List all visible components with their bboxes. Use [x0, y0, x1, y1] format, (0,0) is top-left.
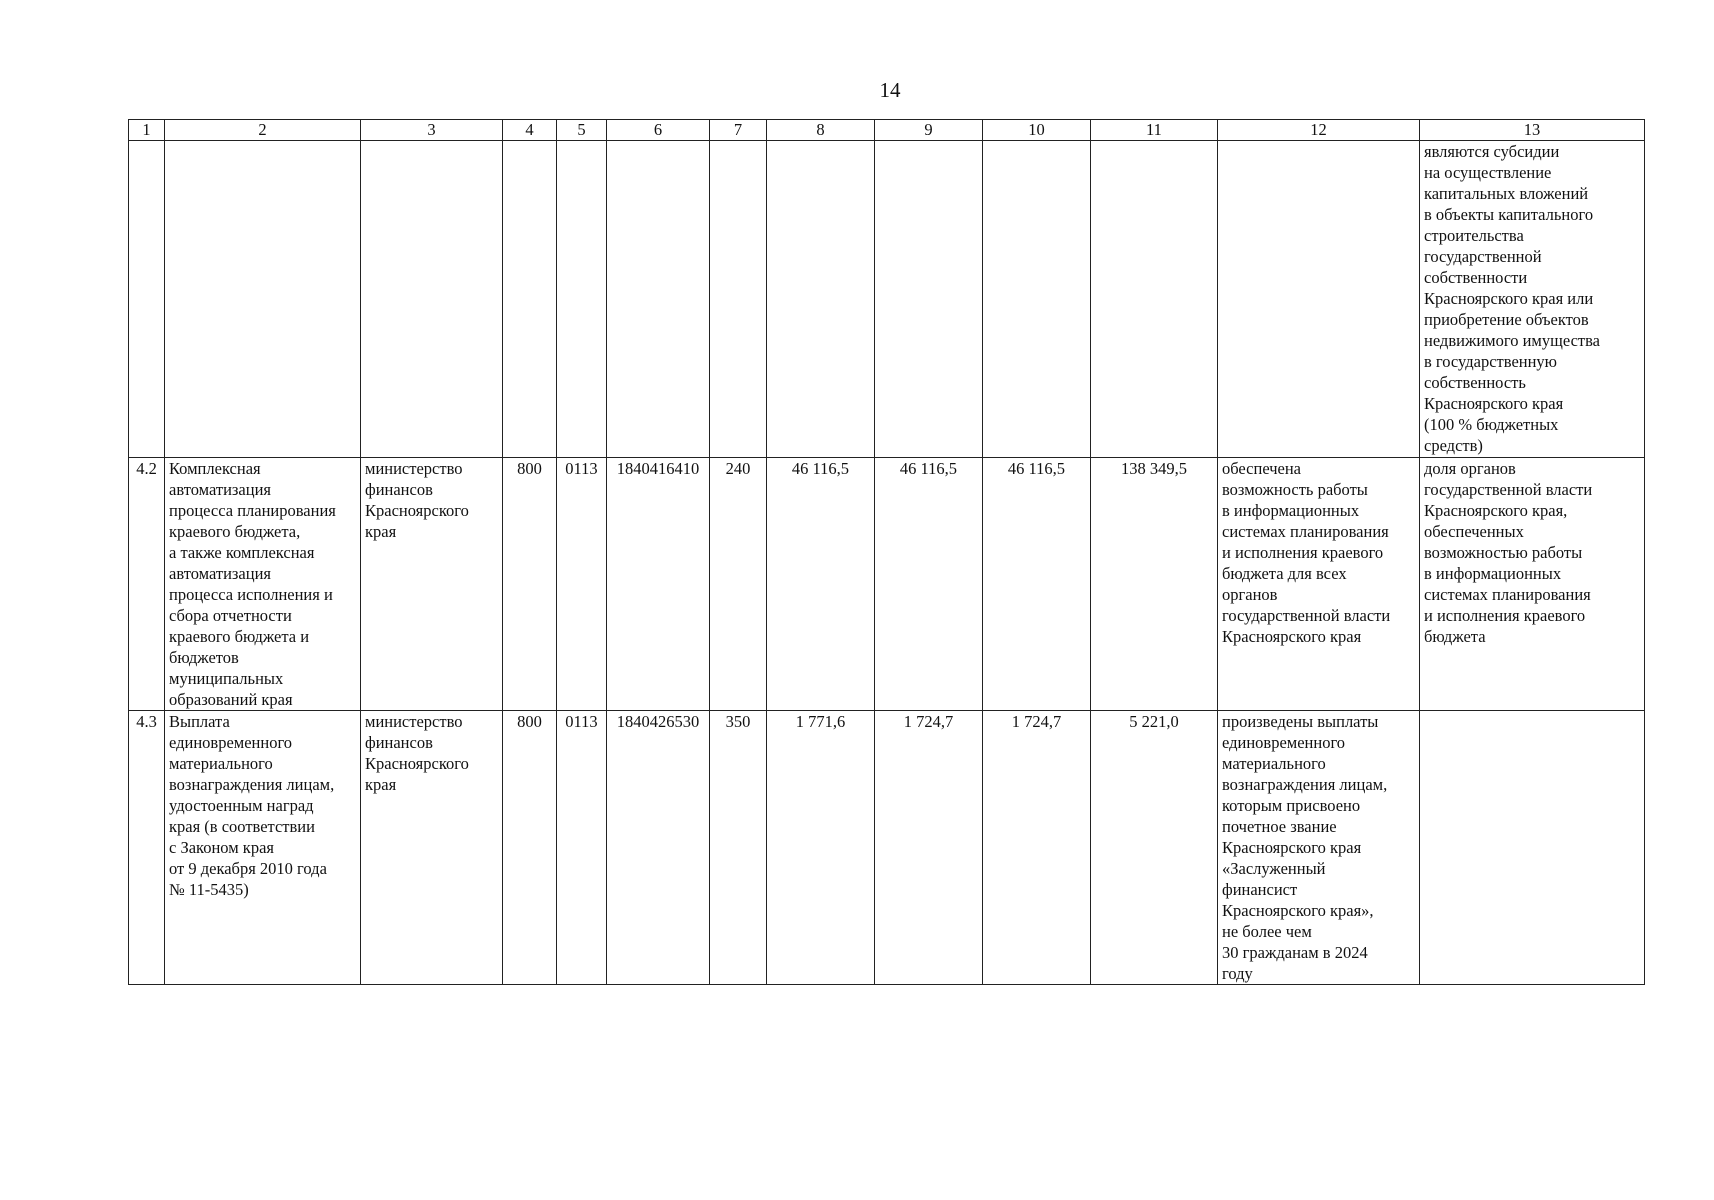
- cell-indicator: [1420, 458, 1645, 711]
- cell-text-line: Красноярского края: [1222, 627, 1362, 646]
- cell-expected-result: [1218, 141, 1420, 458]
- cell-text-line: в информационных: [1424, 564, 1562, 583]
- cell-text-line: в государственную: [1424, 352, 1558, 371]
- cell-text-line: краевого бюджета,: [169, 522, 301, 541]
- cell-text-line: в информационных: [1222, 501, 1360, 520]
- cell-text-line: бюджета: [1424, 627, 1486, 646]
- cell-text-line: Красноярского: [365, 754, 469, 773]
- cell-grbs: 800: [503, 711, 557, 985]
- cell-text-line: удостоенным наград: [169, 796, 314, 815]
- cell-text-line: сбора отчетности: [169, 606, 292, 625]
- cell-text-line: собственность: [1424, 373, 1526, 392]
- cell-grbs: [503, 141, 557, 458]
- cell-amount-year-3: 46 116,5: [983, 458, 1091, 711]
- cell-text-line: а также комплексная: [169, 543, 315, 562]
- cell-text-line: финансов: [365, 480, 433, 499]
- cell-text-line: материального: [169, 754, 273, 773]
- cell-text-line: процесса исполнения и: [169, 585, 333, 604]
- cell-text-line: Красноярского края: [1222, 838, 1362, 857]
- cell-text-line: бюджетов: [169, 648, 239, 667]
- cell-vr: 240: [710, 458, 767, 711]
- cell-text-line: Красноярского края»,: [1222, 901, 1374, 920]
- cell-item-number: 4.3: [129, 711, 165, 985]
- cell-text-line: Красноярского края или: [1424, 289, 1594, 308]
- cell-amount-total: 5 221,0: [1091, 711, 1218, 985]
- header-cell: 12: [1218, 120, 1420, 141]
- cell-grbs: 800: [503, 458, 557, 711]
- cell-amount-total: [1091, 141, 1218, 458]
- cell-text-line: с Законом края: [169, 838, 274, 857]
- cell-text-line: капитальных вложений: [1424, 184, 1589, 203]
- cell-measure-name: [165, 711, 361, 985]
- cell-text-line: Красноярского: [365, 501, 469, 520]
- cell-text-line: вознаграждения лицам,: [1222, 775, 1388, 794]
- cell-text-line: в объекты капитального: [1424, 205, 1594, 224]
- cell-text-line: финансист: [1222, 880, 1298, 899]
- cell-text-line: единовременного: [169, 733, 293, 752]
- cell-executor: [361, 141, 503, 458]
- cell-text-line: системах планирования: [1424, 585, 1591, 604]
- cell-executor: [361, 711, 503, 985]
- cell-amount-year-3: [983, 141, 1091, 458]
- cell-amount-year-2: [875, 141, 983, 458]
- cell-expected-result: [1218, 711, 1420, 985]
- program-table: [128, 119, 1645, 985]
- cell-csr: [607, 141, 710, 458]
- header-cell: 5: [557, 120, 607, 141]
- cell-text-line: Выплата: [169, 712, 230, 731]
- table-row: [129, 141, 1645, 458]
- cell-text-line: образований края: [169, 690, 293, 709]
- cell-text-line: произведены выплаты: [1222, 712, 1379, 731]
- cell-text-line: обеспеченных: [1424, 522, 1524, 541]
- cell-text-line: (100 % бюджетных: [1424, 415, 1559, 434]
- header-cell: 4: [503, 120, 557, 141]
- cell-text-line: «Заслуженный: [1222, 859, 1326, 878]
- cell-text-line: на осуществление: [1424, 163, 1552, 182]
- cell-text-line: единовременного: [1222, 733, 1346, 752]
- cell-amount-year-3: 1 724,7: [983, 711, 1091, 985]
- cell-text-line: автоматизация: [169, 480, 271, 499]
- cell-text-line: вознаграждения лицам,: [169, 775, 335, 794]
- cell-text-line: и исполнения краевого: [1424, 606, 1586, 625]
- cell-text-line: приобретение объектов: [1424, 310, 1589, 329]
- cell-text-line: бюджета для всех: [1222, 564, 1347, 583]
- header-cell: 6: [607, 120, 710, 141]
- cell-text-line: государственной власти: [1424, 480, 1593, 499]
- cell-csr: 1840426530: [607, 711, 710, 985]
- cell-vr: 350: [710, 711, 767, 985]
- cell-text-line: министерство: [365, 459, 463, 478]
- cell-text-line: края: [365, 775, 397, 794]
- cell-indicator: [1420, 141, 1645, 458]
- cell-text-line: Красноярского края,: [1424, 501, 1568, 520]
- cell-text-line: Комплексная: [169, 459, 261, 478]
- cell-text-line: которым присвоено: [1222, 796, 1361, 815]
- header-cell: 10: [983, 120, 1091, 141]
- header-cell: 3: [361, 120, 503, 141]
- cell-text-line: финансов: [365, 733, 433, 752]
- cell-rzpr: [557, 141, 607, 458]
- cell-text-line: году: [1222, 964, 1253, 983]
- cell-amount-total: 138 349,5: [1091, 458, 1218, 711]
- cell-text-line: материального: [1222, 754, 1326, 773]
- cell-text-line: обеспечена: [1222, 459, 1302, 478]
- cell-amount-year-2: 46 116,5: [875, 458, 983, 711]
- cell-indicator: [1420, 711, 1645, 985]
- cell-text-line: системах планирования: [1222, 522, 1389, 541]
- cell-text-line: доля органов: [1424, 459, 1516, 478]
- cell-text-line: органов: [1222, 585, 1278, 604]
- header-cell: 2: [165, 120, 361, 141]
- header-cell: 1: [129, 120, 165, 141]
- cell-amount-year-1: 46 116,5: [767, 458, 875, 711]
- header-cell: 13: [1420, 120, 1645, 141]
- cell-text-line: министерство: [365, 712, 463, 731]
- cell-text-line: от 9 декабря 2010 года: [169, 859, 327, 878]
- header-cell: 7: [710, 120, 767, 141]
- cell-text-line: средств): [1424, 436, 1483, 455]
- cell-vr: [710, 141, 767, 458]
- cell-text-line: строительства: [1424, 226, 1524, 245]
- cell-text-line: государственной: [1424, 247, 1542, 266]
- cell-rzpr: 0113: [557, 711, 607, 985]
- cell-executor: [361, 458, 503, 711]
- cell-text-line: процесса планирования: [169, 501, 336, 520]
- cell-text-line: возможностью работы: [1424, 543, 1583, 562]
- cell-text-line: Красноярского края: [1424, 394, 1564, 413]
- cell-rzpr: 0113: [557, 458, 607, 711]
- cell-text-line: государственной власти: [1222, 606, 1391, 625]
- cell-item-number: 4.2: [129, 458, 165, 711]
- header-cell: 11: [1091, 120, 1218, 141]
- cell-text-line: и исполнения краевого: [1222, 543, 1384, 562]
- cell-amount-year-2: 1 724,7: [875, 711, 983, 985]
- cell-text-line: № 11-5435): [169, 880, 249, 899]
- cell-amount-year-1: 1 771,6: [767, 711, 875, 985]
- cell-text-line: 30 гражданам в 2024: [1222, 943, 1368, 962]
- cell-text-line: края (в соответствии: [169, 817, 315, 836]
- cell-text-line: краевого бюджета и: [169, 627, 310, 646]
- cell-measure-name: [165, 141, 361, 458]
- cell-text-line: возможность работы: [1222, 480, 1368, 499]
- cell-item-number: [129, 141, 165, 458]
- cell-text-line: почетное звание: [1222, 817, 1337, 836]
- cell-measure-name: [165, 458, 361, 711]
- cell-text-line: края: [365, 522, 397, 541]
- cell-text-line: являются субсидии: [1424, 142, 1560, 161]
- header-cell: 8: [767, 120, 875, 141]
- header-cell: 9: [875, 120, 983, 141]
- cell-text-line: не более чем: [1222, 922, 1312, 941]
- page-number: 14: [879, 78, 901, 102]
- cell-expected-result: [1218, 458, 1420, 711]
- cell-csr: 1840416410: [607, 458, 710, 711]
- cell-text-line: автоматизация: [169, 564, 271, 583]
- cell-text-line: недвижимого имущества: [1424, 331, 1600, 350]
- cell-text-line: муниципальных: [169, 669, 284, 688]
- table-row: [129, 458, 1645, 711]
- table-row: [129, 711, 1645, 985]
- header-row: [129, 120, 1645, 141]
- cell-text-line: собственности: [1424, 268, 1528, 287]
- cell-amount-year-1: [767, 141, 875, 458]
